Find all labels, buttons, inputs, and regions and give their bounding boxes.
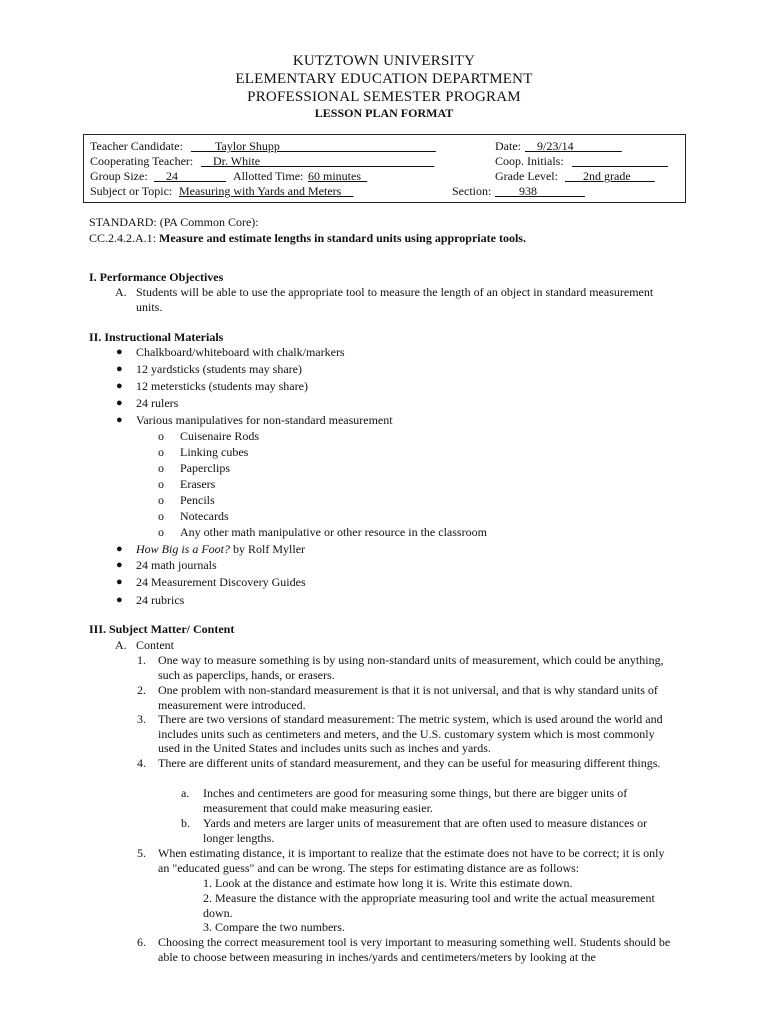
sub-bullet-marker: o <box>158 509 164 523</box>
allotted-time-value: 60 minutes_ <box>308 169 367 183</box>
content-item: There are two versions of standard measurement: The metric system, which is used around the world and includes units such as centimeters and meters, and the U.S. customary system which is most commonly used in the United States and includes units such as inches and yards. <box>158 712 663 756</box>
coop-initials-value: ________________ <box>572 154 668 168</box>
standard-code: CC.2.4.2.A.1: <box>89 231 157 245</box>
group-size-value: __24________ <box>154 169 226 183</box>
bullet-icon: ● <box>116 346 123 358</box>
manipulative-item: Paperclips <box>180 461 230 475</box>
estimate-step: 2. Measure the distance with the appropriate measuring tool and write the actual measurement down. <box>203 891 655 920</box>
subject-matter-heading: III. Subject Matter/ Content <box>89 622 235 636</box>
manipulative-item: Any other math manipulative or other resource in the classroom <box>180 525 487 539</box>
sub-bullet-marker: o <box>158 461 164 475</box>
content-item-marker: 4. <box>137 756 146 770</box>
university-title: KUTZTOWN UNIVERSITY <box>292 53 476 69</box>
section-label: Section: <box>452 184 492 198</box>
manipulative-item: Linking cubes <box>180 445 249 459</box>
material-item: 24 rubrics <box>136 593 185 607</box>
department-title: ELEMENTARY EDUCATION DEPARTMENT <box>235 71 533 87</box>
standard-line <box>89 231 526 245</box>
content-subitem: Yards and meters are larger units of measurement that are often used to measure distances or longer lengths. <box>203 816 648 845</box>
content-item-marker: 2. <box>137 683 146 697</box>
material-item: 24 rulers <box>136 396 179 410</box>
cooperating-teacher-value: __Dr. White_____________________________ <box>201 154 435 168</box>
program-title: PROFESSIONAL SEMESTER PROGRAM <box>247 89 521 105</box>
content-subitem: Inches and centimeters are good for measuring some things, but there are bigger units of measurement that could make measuring easier. <box>203 786 628 815</box>
estimate-step: 1. Look at the distance and estimate how long it is. Write this estimate down. <box>203 876 573 890</box>
instructional-materials-heading: II. Instructional Materials <box>89 330 224 344</box>
book-item <box>136 542 305 556</box>
content-item-marker: 5. <box>137 846 146 860</box>
standard-label: STANDARD: (PA Common Core): <box>89 215 259 229</box>
content-item-marker: 6. <box>137 935 146 949</box>
bullet-icon: ● <box>116 576 123 588</box>
material-item: Chalkboard/whiteboard with chalk/markers <box>136 345 345 359</box>
group-size-label: Group Size: <box>90 169 148 183</box>
coop-initials-label: Coop. Initials: <box>495 154 564 168</box>
material-item: 12 yardsticks (students may share) <box>136 362 302 376</box>
material-item: 12 metersticks (students may share) <box>136 379 308 393</box>
subject-value: Measuring with Yards and Meters__ <box>179 184 354 198</box>
bullet-icon: ● <box>116 363 123 375</box>
material-item: 24 math journals <box>136 558 217 572</box>
content-subitem-marker: b. <box>181 816 190 830</box>
content-item: When estimating distance, it is important to realize that the estimate does not have to be correct; it is only an "educated guess" and can be wrong. The steps for estimating distance are as follows: <box>158 846 665 875</box>
objective-marker: A. <box>115 285 127 299</box>
sub-bullet-marker: o <box>158 445 164 459</box>
content-item: Choosing the correct measurement tool is very important to measuring something well. Students should be able to choose between measuring in inches/yards and centimeters/meters by looking at the <box>158 935 671 964</box>
bullet-icon: ● <box>116 414 123 426</box>
content-item-marker: 1. <box>137 653 146 667</box>
manipulative-item: Notecards <box>180 509 229 523</box>
sub-bullet-marker: o <box>158 493 164 507</box>
subject-label: Subject or Topic: <box>90 184 173 198</box>
content-item: There are different units of standard measurement, and they can be useful for measuring different things. <box>158 756 661 770</box>
bullet-icon: ● <box>116 380 123 392</box>
content-item: One problem with non-standard measurement is that it is not universal, and that is why standard units of measurement were introduced. <box>158 683 658 712</box>
date-label: Date: <box>495 139 521 153</box>
bullet-icon: ● <box>116 543 123 555</box>
book-title: How Big is a Foot? <box>136 542 231 556</box>
performance-objectives-heading: I. Performance Objectives <box>89 270 224 284</box>
manipulative-item: Pencils <box>180 493 215 507</box>
allotted-time-label: Allotted Time: <box>233 169 304 183</box>
content-item: One way to measure something is by using non-standard units of measurement, which could be anything, such as paperclips, hands, or erasers. <box>158 653 664 682</box>
teacher-candidate-label: Teacher Candidate: <box>90 139 183 153</box>
lesson-info-box <box>83 134 686 203</box>
manipulative-item: Cuisenaire Rods <box>180 429 259 443</box>
sub-bullet-marker: o <box>158 525 164 539</box>
book-author: by Rolf Myller <box>230 542 306 556</box>
bullet-icon: ● <box>116 397 123 409</box>
format-title: LESSON PLAN FORMAT <box>314 106 454 120</box>
date-value: __9/23/14________ <box>525 139 622 153</box>
grade-level-label: Grade Level: <box>495 169 558 183</box>
sub-bullet-marker: o <box>158 477 164 491</box>
section-value: ____938________ <box>495 184 585 198</box>
material-item: Various manipulatives for non-standard measurement <box>136 413 393 427</box>
estimate-step: 3. Compare the two numbers. <box>203 920 345 934</box>
content-marker: A. <box>115 638 127 652</box>
objective-text: Students will be able to use the appropriate tool to measure the length of an object in standard measurement units. <box>136 285 654 314</box>
bullet-icon: ● <box>116 559 123 571</box>
material-item: 24 Measurement Discovery Guides <box>136 575 306 589</box>
content-subitem-marker: a. <box>181 786 190 800</box>
manipulative-item: Erasers <box>180 477 216 491</box>
teacher-candidate-value: ____Taylor Shupp__________________________ <box>191 139 436 153</box>
grade-level-value: ___2nd grade____ <box>565 169 655 183</box>
standard-text: Measure and estimate lengths in standard units using appropriate tools. <box>159 231 526 245</box>
sub-bullet-marker: o <box>158 429 164 443</box>
content-label: Content <box>136 638 174 652</box>
content-item-marker: 3. <box>137 712 146 726</box>
cooperating-teacher-label: Cooperating Teacher: <box>90 154 194 168</box>
bullet-icon: ● <box>116 594 123 606</box>
